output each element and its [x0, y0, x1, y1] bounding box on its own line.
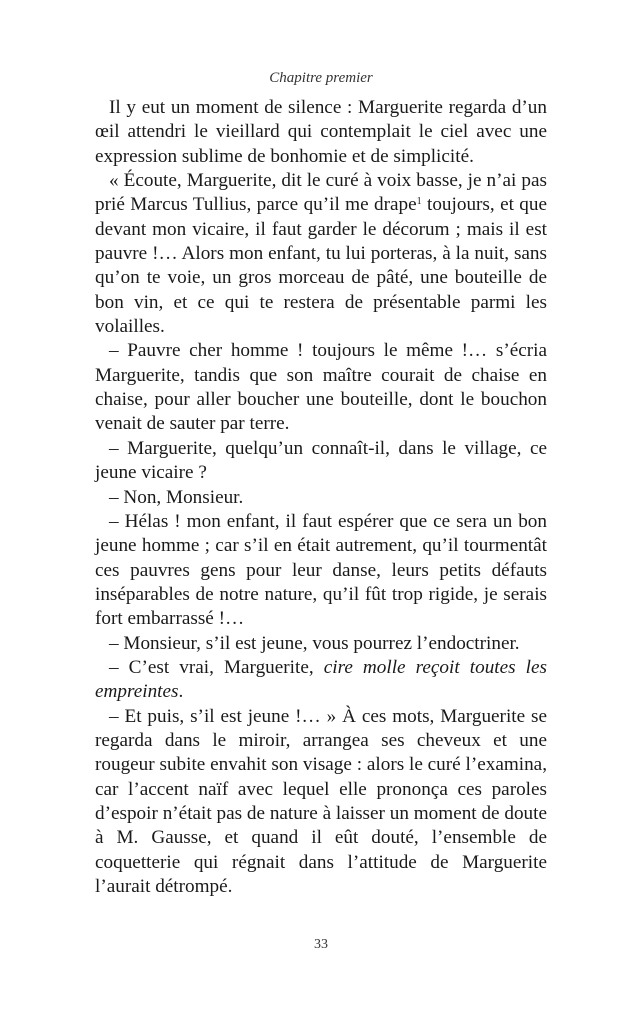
- page-number: 33: [314, 937, 328, 952]
- paragraph-5: – Non, Monsieur.: [109, 486, 244, 508]
- paragraph-2-text-before: « Écoute, Marguerite, dit le curé à voix basse, je n’ai pas prié Marcus Tullius, parce qu’il me drape: [95, 170, 547, 216]
- paragraph-8: [95, 656, 547, 705]
- paragraph-8-italic: cire molle reçoit toutes les empreintes: [95, 656, 547, 703]
- paragraph-7: – Monsieur, s’il est jeune, vous pourrez l’endoctriner.: [109, 632, 520, 654]
- paragraph-3: – Pauvre cher homme ! toujours le même !… s’écria Marguerite, tandis que son maître courait de chaise en chaise, pour aller boucher une bouteille, dont le bouchon venait de sauter par terre.: [95, 340, 547, 435]
- paragraph-1: Il y eut un moment de silence : Marguerite regarda d’un œil attendri le vieillard qui contemplait le ciel avec une expression sublime de bonhomie et de simplicité.: [95, 97, 547, 167]
- paragraph-2: [95, 169, 547, 339]
- paragraph-8-text-before: – C’est vrai, Marguerite,: [109, 656, 324, 678]
- paragraph-9: – Et puis, s’il est jeune !… » À ces mots, Marguerite se regarda dans le miroir, arrangea ses cheveux et une rougeur subite envahit son visage : alors le curé l’examina, car l’accent naïf avec lequel elle prononça ces paroles d’espoir n’était pas de nature à laisser un moment de doute à M. Gausse, et quand il eût douté, l’ensemble de coquetterie qui régnait dans l’attitude de Marguerite l’aurait détrompé.: [95, 705, 547, 897]
- footnote-mark: 1: [416, 196, 422, 208]
- paragraph-2-text-after: toujours, et que devant mon vicaire, il faut garder le décorum ; mais il est pauvre !… Alors mon enfant, tu lui porteras, à la nuit, sans qu’on te voie, un gros morceau de pâté, une bouteille de bon vin, et ce qui te restera de présentable parmi les volailles.: [95, 194, 548, 338]
- paragraph-8-text-after: .: [178, 681, 184, 703]
- running-head: Chapitre premier: [269, 70, 373, 86]
- paragraph-4: – Marguerite, quelqu’un connaît-il, dans le village, ce jeune vicaire ?: [95, 437, 547, 484]
- paragraph-6: – Hélas ! mon enfant, il faut espérer que ce sera un bon jeune homme ; car s’il en était autrement, qu’il tourmentât ces pauvres gens pour leur danse, leurs petits défauts inséparables de notre nature, qu’il fût trop rigide, je serais fort embarrassé !…: [95, 510, 547, 630]
- body-text: [95, 96, 547, 899]
